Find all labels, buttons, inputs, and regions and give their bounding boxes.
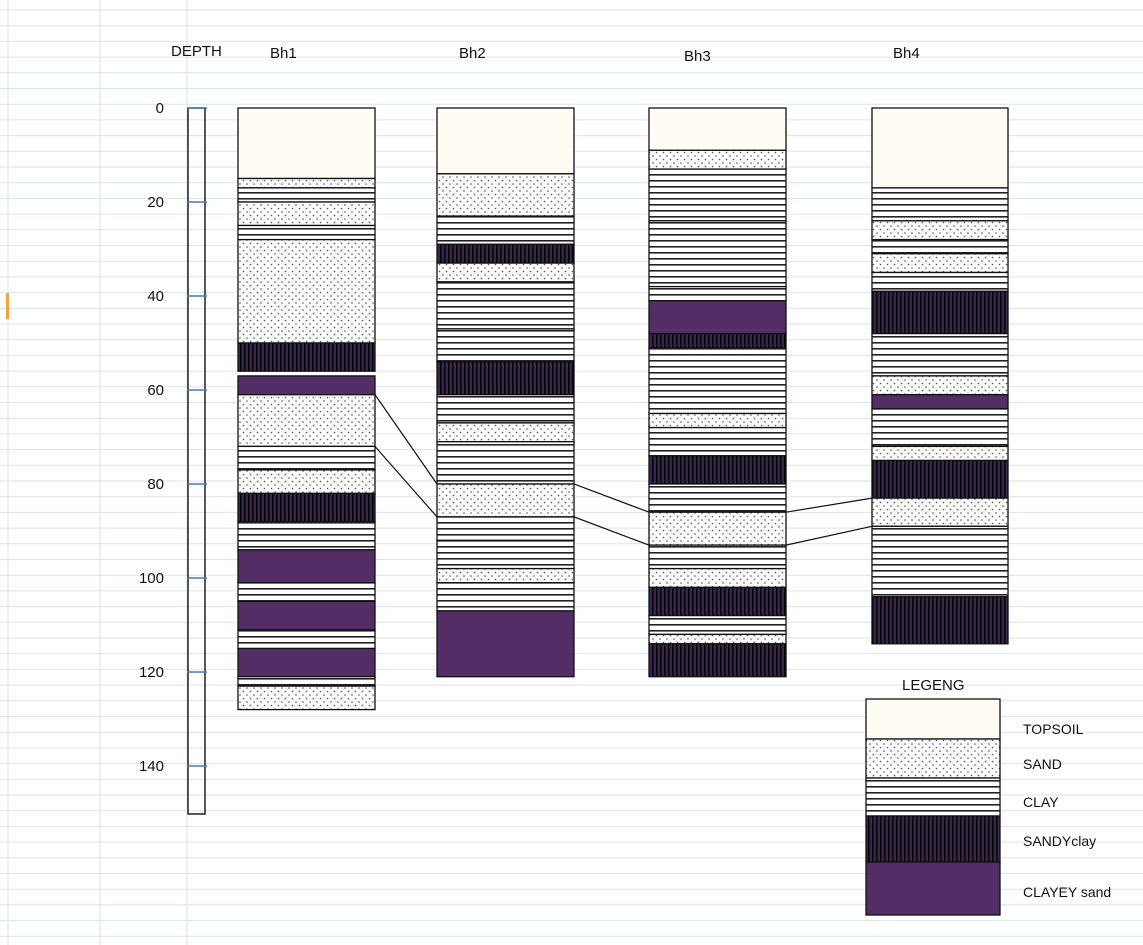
depth-axis <box>139 100 207 814</box>
legend <box>866 699 1111 915</box>
layer-sand <box>649 150 786 169</box>
depth-header: DEPTH <box>171 43 222 60</box>
layer-sandyclay <box>649 644 786 677</box>
legend-label-sand: SAND <box>1023 756 1062 772</box>
layer-clay <box>649 169 786 221</box>
layer-clay <box>238 630 375 649</box>
legend-label-clay: CLAY <box>1023 794 1059 810</box>
depth-tick-label: 140 <box>138 758 164 775</box>
layer-sandyclay <box>238 343 375 371</box>
layer-topsoil <box>649 108 786 150</box>
legend-title: LEGENG <box>902 677 965 694</box>
layer-clay <box>437 216 574 244</box>
legend-label-clayeysand: CLAYEY sand <box>1023 884 1112 900</box>
layer-clay <box>437 282 574 329</box>
layer-clayeysand <box>238 602 375 630</box>
layer-sand <box>872 254 1008 273</box>
layer-sand <box>437 484 574 517</box>
depth-tick-label: 100 <box>138 570 164 587</box>
depth-tick-label: 20 <box>147 194 164 211</box>
layer-clay <box>238 226 375 240</box>
depth-tick-label: 0 <box>155 100 164 117</box>
layer-sand <box>437 174 574 216</box>
borehole-column-bh2 <box>437 108 574 677</box>
layer-clayeysand <box>649 301 786 334</box>
layer-topsoil <box>437 108 574 174</box>
layer-clay <box>649 616 786 635</box>
layer-clay <box>649 287 786 301</box>
layer-clay <box>437 395 574 423</box>
layer-clay <box>437 583 574 611</box>
layer-clay <box>872 409 1008 447</box>
legend-swatch-topsoil <box>866 699 1000 739</box>
layer-clay <box>649 221 786 287</box>
layer-sand <box>238 470 375 494</box>
layer-sand <box>437 263 574 282</box>
layer-topsoil <box>872 108 1008 188</box>
legend-label-topsoil: TOPSOIL <box>1023 721 1084 737</box>
layer-clay <box>238 583 375 602</box>
layer-clay <box>649 428 786 456</box>
depth-tick-label: 40 <box>147 288 164 305</box>
layer-clayeysand <box>238 376 375 395</box>
layer-sandyclay <box>872 291 1008 333</box>
layer-sand <box>238 686 375 710</box>
layer-sandyclay <box>872 461 1008 499</box>
layer-clayeysand <box>238 550 375 583</box>
borehole-header-bh4: Bh4 <box>893 45 920 62</box>
layer-topsoil <box>238 108 375 179</box>
borehole-header-bh3: Bh3 <box>684 48 711 65</box>
layer-clay <box>872 188 1008 221</box>
layer-clay <box>437 517 574 541</box>
layer-sand <box>872 376 1008 395</box>
borehole-column-bh4 <box>872 108 1008 644</box>
layer-sand <box>649 634 786 643</box>
borehole-column-bh1 <box>238 108 375 710</box>
layer-clay <box>238 677 375 686</box>
layer-clay <box>649 484 786 512</box>
layer-sandyclay <box>238 493 375 521</box>
layer-sand <box>437 423 574 442</box>
layer-sandyclay <box>649 456 786 484</box>
borehole-header-bh2: Bh2 <box>459 45 486 62</box>
legend-label-sandyclay: SANDYclay <box>1023 833 1097 849</box>
layer-sand <box>872 446 1008 460</box>
layer-clay <box>649 545 786 569</box>
layer-sand <box>649 414 786 428</box>
cell-cursor-marker <box>6 293 9 319</box>
layer-clay <box>238 446 375 470</box>
layer-clay <box>437 540 574 568</box>
legend-swatch-clay <box>866 778 1000 816</box>
layer-sand <box>872 498 1008 526</box>
layer-clayeysand <box>437 611 574 677</box>
layer-clay <box>872 273 1008 292</box>
borehole-header-bh1: Bh1 <box>270 45 297 62</box>
layer-clay <box>872 334 1008 376</box>
layer-sand <box>238 202 375 226</box>
layer-sandyclay <box>437 244 574 263</box>
borehole-column-bh3 <box>649 108 786 677</box>
depth-tick-label: 60 <box>147 382 164 399</box>
layer-sand <box>649 512 786 545</box>
legend-swatch-sandyclay <box>866 816 1000 862</box>
legend-swatch-clayeysand <box>866 862 1000 915</box>
layer-sand <box>649 569 786 588</box>
legend-swatch-sand <box>866 739 1000 778</box>
layer-clay <box>872 240 1008 254</box>
layer-sandyclay <box>649 587 786 615</box>
layer-sandyclay <box>649 334 786 348</box>
layer-sandyclay <box>437 362 574 395</box>
layer-clay <box>437 329 574 362</box>
layer-clay <box>238 188 375 202</box>
layer-clay <box>437 442 574 484</box>
layer-sandyclay <box>872 597 1008 644</box>
layer-sand <box>872 221 1008 240</box>
layer-sand <box>238 179 375 188</box>
layer-sand <box>238 240 375 343</box>
depth-tick-label: 120 <box>138 664 164 681</box>
layer-clay <box>649 348 786 414</box>
depth-tick-label: 80 <box>147 476 164 493</box>
layer-sand <box>437 569 574 583</box>
layer-clay <box>238 522 375 550</box>
layer-clayeysand <box>238 649 375 677</box>
layer-sand <box>238 395 375 447</box>
layer-clay <box>872 526 1008 597</box>
layer-clayeysand <box>872 395 1008 409</box>
